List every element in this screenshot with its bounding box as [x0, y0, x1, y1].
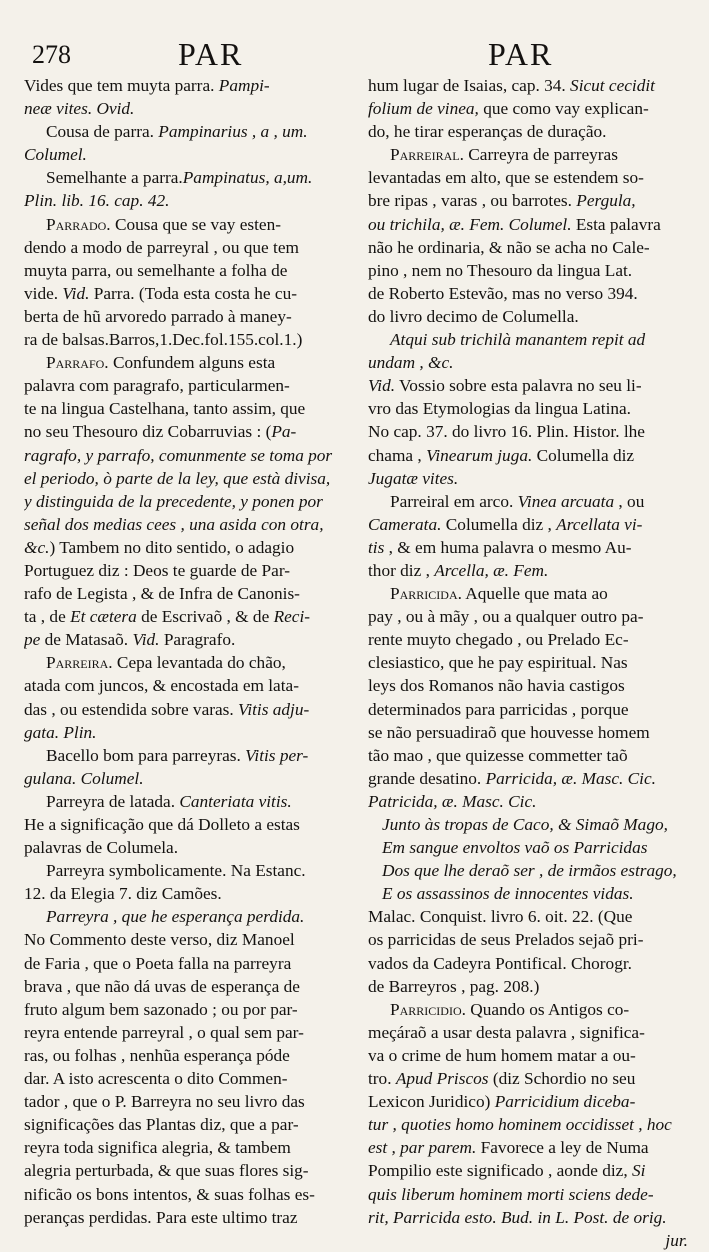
text-line — [368, 559, 688, 582]
text-line — [368, 859, 688, 882]
text-run: Sicut cecidit — [570, 76, 655, 95]
entry-headword: Parrafo — [46, 353, 105, 373]
text-run: quis liberum hominem morti sciens dede- — [368, 1184, 654, 1204]
text-line — [24, 97, 342, 120]
text-run: ra de balsas.Barros,1.Dec.fol.155.col.1.) — [24, 330, 303, 350]
text-run: Columel. — [24, 145, 87, 165]
entry-headword: Parreiral — [390, 145, 460, 165]
text-line — [24, 651, 342, 674]
text-run: Columella diz , — [441, 514, 557, 534]
text-line — [368, 259, 688, 282]
text-line — [368, 1206, 688, 1229]
text-run: Parreyra , que he esperança perdida. — [46, 907, 305, 927]
text-line — [24, 882, 342, 905]
running-head-right: PAR — [488, 36, 554, 72]
text-run: Vid. — [368, 376, 396, 396]
text-run: nificão os bons intentos, & suas folhas es- — [24, 1184, 315, 1204]
text-line — [368, 189, 688, 212]
text-run: ras, ou folhas , nenhũa esperança póde — [24, 1045, 290, 1065]
text-run: Esta palavra — [571, 214, 661, 234]
text-line — [24, 836, 342, 859]
text-run: de Escrivaõ , & de — [136, 607, 274, 627]
entry-headword: Parricida — [390, 584, 458, 604]
text-line — [24, 582, 342, 605]
text-run: Semelhante a parra. — [46, 168, 183, 188]
text-run: . Aquelle que mata ao — [457, 584, 608, 604]
text-run: levantadas em alto, que se estendem so- — [368, 168, 644, 188]
text-run: Vinearum juga. — [426, 445, 533, 465]
text-line — [368, 1067, 688, 1090]
text-run: significações das Plantas diz, que a par- — [24, 1115, 299, 1135]
text-run: tão mao , que quizesse commetter taõ — [368, 745, 628, 765]
text-line — [24, 305, 342, 328]
text-run: . Quando os Antigos co- — [461, 999, 630, 1019]
text-run: ) Tambem no dito sentido, o adagio — [49, 537, 295, 557]
text-run: rente muyto chegado , ou Prelado Ec- — [368, 630, 629, 650]
text-run: señal dos medias cees , una asida con otra, — [24, 514, 324, 534]
text-run: Pompilio este significado , aonde diz, — [368, 1161, 632, 1181]
text-line — [24, 189, 342, 212]
text-run: das , ou estendida sobre varas. — [24, 699, 239, 719]
text-line — [368, 420, 688, 443]
text-run: de Roberto Estevão, mas no verso 394. — [368, 283, 638, 303]
text-run: do livro decimo de Columella. — [368, 306, 579, 326]
text-run: bre ripas , varas , ou barrotes. — [368, 191, 577, 211]
text-run: de Barreyros , pag. 208.) — [368, 976, 540, 996]
text-run: tis — [368, 537, 385, 557]
text-run: Parreyra de latada. — [46, 791, 180, 811]
text-line — [368, 1229, 688, 1252]
text-run: Em sangue envoltos vaõ os Parricidas — [382, 838, 648, 858]
text-run: . Cousa que se vay esten- — [106, 214, 281, 234]
left-column — [24, 74, 342, 1229]
text-run: Atqui sub trichilà manantem repit ad — [390, 330, 646, 350]
text-line — [24, 605, 342, 628]
text-line — [368, 836, 688, 859]
text-run: ragrafo, y parrafo, comunmente se toma por — [24, 445, 333, 465]
text-run: Parra. (Toda esta costa he cu- — [89, 283, 297, 303]
text-run: vados da Cadeyra Pontifical. Chorogr. — [368, 953, 632, 973]
text-line — [24, 328, 342, 351]
text-run: Vides que tem muyta parra. — [24, 76, 219, 95]
text-line — [368, 1090, 688, 1113]
text-run: rit, Parricida esto. Bud. in L. Post. de orig. — [368, 1207, 667, 1227]
text-line — [368, 444, 688, 467]
text-run: peranças perdidas. Para este ultimo traz — [24, 1207, 298, 1227]
text-run: não he ordinaria, & não se acha no Cale- — [368, 237, 650, 257]
text-run: ta , de — [24, 607, 71, 627]
text-run: fruto algum bem sazonado ; ou por par- — [24, 999, 298, 1019]
text-line — [368, 166, 688, 189]
text-line — [24, 374, 342, 397]
text-run: Bacello bom para parreyras. — [46, 745, 246, 765]
text-run: Vinea arcuata — [517, 491, 615, 511]
text-run: . Carreyra de parreyras — [459, 145, 618, 165]
text-line — [24, 674, 342, 697]
text-run: pe — [24, 630, 41, 650]
text-run: do, he tirar esperanças de duração. — [368, 122, 607, 142]
text-run: grande desatino. — [368, 768, 486, 788]
text-line — [24, 513, 342, 536]
text-line — [368, 721, 688, 744]
entry-headword: Parricidio — [390, 999, 462, 1019]
text-line — [24, 536, 342, 559]
text-line — [24, 813, 342, 836]
text-run: undam , &c. — [368, 353, 454, 373]
text-line — [368, 651, 688, 674]
text-run: jur. — [665, 1230, 688, 1250]
text-run: Dos que lhe deraõ ser , de irmãos estrago, — [382, 861, 677, 881]
text-line — [368, 1044, 688, 1067]
text-run: atada com juncos, & encostada em lata- — [24, 676, 299, 696]
text-line — [368, 905, 688, 928]
text-line — [368, 536, 688, 559]
text-run: meçáraõ a usar desta palavra , significa- — [368, 1022, 645, 1042]
page-header — [0, 30, 709, 80]
text-line — [24, 952, 342, 975]
text-run: Si — [631, 1161, 646, 1181]
text-line — [24, 490, 342, 513]
text-run: Apud Priscos — [395, 1069, 489, 1089]
text-run: tador , que o P. Barreyra no seu livro das — [24, 1092, 305, 1112]
text-run: tur , quoties homo hominem occidisset , hoc — [368, 1115, 672, 1135]
text-run: Arcellata vi- — [556, 514, 643, 534]
text-run: Columella diz — [532, 445, 635, 465]
text-line — [368, 882, 688, 905]
text-line — [24, 236, 342, 259]
text-run: Vid. — [62, 283, 90, 303]
text-run: de Faria , que o Poeta falla na parreyra — [24, 953, 292, 973]
text-run: Pa- — [271, 422, 297, 442]
text-line — [368, 1183, 688, 1206]
text-run: Vitis adju- — [238, 699, 310, 719]
text-line — [24, 282, 342, 305]
text-run: Parricidium diceba- — [494, 1092, 636, 1112]
text-line — [368, 952, 688, 975]
text-run: y distinguida de la precedente, y ponen por — [24, 491, 323, 511]
text-line — [24, 744, 342, 767]
text-run: tro. — [368, 1069, 396, 1089]
text-line — [24, 467, 342, 490]
text-line — [24, 1113, 342, 1136]
text-run: determinados para parricidas , porque — [368, 699, 629, 719]
text-line — [368, 790, 688, 813]
text-line — [24, 74, 342, 97]
text-line — [368, 744, 688, 767]
text-line — [368, 628, 688, 651]
text-run: . Confundem alguns esta — [104, 353, 276, 373]
text-line — [24, 1021, 342, 1044]
text-run: Arcella, æ. Fem. — [434, 560, 549, 580]
text-run: Camerata. — [368, 514, 442, 534]
text-run: palavras de Columela. — [24, 838, 179, 858]
text-line — [368, 513, 688, 536]
text-line — [368, 97, 688, 120]
text-run: Malac. Conquist. livro 6. oit. 22. (Que — [368, 907, 633, 927]
entry-headword: Parreira — [46, 653, 109, 673]
text-line — [368, 674, 688, 697]
text-run: vide. — [24, 283, 63, 303]
text-run: , & em huma palavra o mesmo Au- — [384, 537, 632, 557]
text-line — [368, 975, 688, 998]
text-line — [24, 213, 342, 236]
text-line — [24, 1183, 342, 1206]
text-line — [24, 420, 342, 443]
text-line — [368, 813, 688, 836]
text-line — [368, 305, 688, 328]
text-run: Parricida, æ. Masc. Cic. — [485, 768, 656, 788]
text-line — [24, 859, 342, 882]
text-run: E os assassinos de innocentes vidas. — [382, 884, 634, 904]
text-run: chama , — [368, 445, 427, 465]
text-run: Parreiral em arco. — [390, 491, 518, 511]
text-run: el periodo, ò parte de la ley, que està divisa, — [24, 468, 331, 488]
text-line — [368, 928, 688, 951]
text-run: se não persuadiraõ que houvesse homem — [368, 722, 650, 742]
text-run: Paragrafo. — [159, 630, 236, 650]
right-column — [368, 74, 688, 1252]
text-line — [368, 351, 688, 374]
text-run: berta de hũ arvoredo parrado à maney- — [24, 306, 292, 326]
text-line — [24, 120, 342, 143]
text-run: gata. Plin. — [24, 722, 97, 742]
text-line — [368, 1021, 688, 1044]
text-line — [368, 490, 688, 513]
text-run: est , par parem. — [368, 1138, 477, 1158]
text-line — [24, 444, 342, 467]
text-line — [368, 582, 688, 605]
text-line — [368, 143, 688, 166]
text-line — [24, 1090, 342, 1113]
text-run: gulana. Columel. — [24, 768, 144, 788]
text-run: palavra com paragrafo, particularmen- — [24, 376, 290, 396]
text-line — [24, 166, 342, 189]
page-number: 278 — [32, 40, 71, 69]
text-line — [24, 259, 342, 282]
text-run: pino , nem no Thesouro da lingua Lat. — [368, 260, 633, 280]
text-run: Lexicon Juridico) — [368, 1092, 495, 1112]
text-run: Portuguez diz : Deos te guarde de Par- — [24, 560, 290, 580]
text-line — [24, 628, 342, 651]
text-line — [368, 605, 688, 628]
text-run: neæ vites. Ovid. — [24, 99, 135, 119]
text-line — [24, 790, 342, 813]
text-line — [24, 1159, 342, 1182]
text-line — [368, 467, 688, 490]
text-run: Jugatæ vites. — [368, 468, 459, 488]
text-line — [24, 559, 342, 582]
text-run: (diz Schordio no seu — [488, 1069, 636, 1089]
text-line — [368, 120, 688, 143]
text-run: Favorece a ley de Numa — [476, 1138, 649, 1158]
text-run: Cousa de parra. — [46, 122, 159, 142]
text-run: Plin. lib. 16. cap. 42. — [24, 191, 170, 211]
text-line — [368, 698, 688, 721]
running-head-left: PAR — [178, 36, 244, 72]
text-run: Et cætera — [70, 607, 137, 627]
text-run: leys dos Romanos não havia castigos — [368, 676, 625, 696]
text-run: pay , ou à mãy , ou a qualquer outro pa- — [368, 607, 644, 627]
text-line — [24, 1044, 342, 1067]
text-run: dar. A isto acrescenta o dito Commen- — [24, 1069, 288, 1089]
text-line — [368, 74, 688, 97]
text-run: He a significação que dá Dolleto a estas — [24, 815, 300, 834]
text-run: folium de vinea, — [368, 99, 479, 119]
text-line — [24, 1136, 342, 1159]
text-run: reyra toda significa alegria, & tambem — [24, 1138, 291, 1158]
text-line — [368, 397, 688, 420]
text-run: rafo de Legista , & de Infra de Canonis- — [24, 584, 300, 604]
text-line — [368, 998, 688, 1021]
text-run: Junto às tropas de Caco, & Simaõ Mago, — [382, 815, 668, 834]
text-run: vro das Etymologias da lingua Latina. — [368, 399, 631, 419]
text-line — [24, 998, 342, 1021]
text-run: te na lingua Castelhana, tanto assim, que — [24, 399, 306, 419]
text-line — [368, 1159, 688, 1182]
text-run: Vossio sobre esta palavra no seu li- — [395, 376, 642, 396]
text-line — [24, 767, 342, 790]
text-run: brava , que não dá uvas de esperança de — [24, 976, 300, 996]
text-run: clesiastico, que he pay espiritual. Nas — [368, 653, 628, 673]
text-run: va o crime de hum homem matar a ou- — [368, 1045, 636, 1065]
text-line — [368, 282, 688, 305]
text-run: ou trichila, æ. Fem. Columel. — [368, 214, 572, 234]
text-line — [24, 975, 342, 998]
text-run: Patricida, æ. Masc. Cic. — [368, 791, 537, 811]
text-line — [368, 374, 688, 397]
text-run: Pampinatus, a,um. — [182, 168, 313, 188]
text-run: Pampinarius , a , um. — [158, 122, 308, 142]
text-line — [24, 351, 342, 374]
text-line — [24, 928, 342, 951]
text-line — [24, 143, 342, 166]
text-run: no seu Thesouro diz Cobarruvias : ( — [24, 422, 272, 442]
text-run: Canteriata vitis. — [179, 791, 292, 811]
text-line — [368, 236, 688, 259]
text-run: de Matasaõ. — [40, 630, 133, 650]
text-run: No Commento deste verso, diz Manoel — [24, 930, 295, 950]
text-run: hum lugar de Isaias, cap. 34. — [368, 76, 571, 95]
text-line — [24, 1206, 342, 1229]
text-run: Pergula, — [576, 191, 636, 211]
text-run: alegria perturbada, & que suas flores sig- — [24, 1161, 309, 1181]
text-run: Vitis per- — [245, 745, 309, 765]
entry-headword: Parrado — [46, 214, 107, 234]
text-line — [24, 721, 342, 744]
text-run: os parricidas de seus Prelados sejaõ pri- — [368, 930, 644, 950]
text-run: &c. — [24, 537, 50, 557]
text-run: reyra entende parreyral , o qual sem par- — [24, 1022, 304, 1042]
text-run: Parreyra symbolicamente. Na Estanc. — [46, 861, 306, 881]
text-line — [24, 397, 342, 420]
text-run: No cap. 37. do livro 16. Plin. Histor. lhe — [368, 422, 645, 442]
text-run: Vid. — [132, 630, 160, 650]
text-run: 12. da Elegia 7. diz Camões. — [24, 884, 222, 904]
text-line — [24, 698, 342, 721]
text-run: Reci- — [273, 607, 311, 627]
text-line — [368, 1136, 688, 1159]
text-run: muyta parra, ou semelhante a folha de — [24, 260, 288, 280]
text-run: thor diz , — [368, 560, 435, 580]
text-run: . Cepa levantada do chão, — [108, 653, 286, 673]
text-line — [368, 213, 688, 236]
text-line — [24, 1067, 342, 1090]
text-run: Pampi- — [218, 76, 270, 95]
text-run: , ou — [614, 491, 645, 511]
text-run: que como vay explican- — [478, 99, 649, 119]
text-line — [24, 905, 342, 928]
text-line — [368, 767, 688, 790]
text-run: dendo a modo de parreyral , ou que tem — [24, 237, 299, 257]
text-line — [368, 1113, 688, 1136]
text-line — [368, 328, 688, 351]
